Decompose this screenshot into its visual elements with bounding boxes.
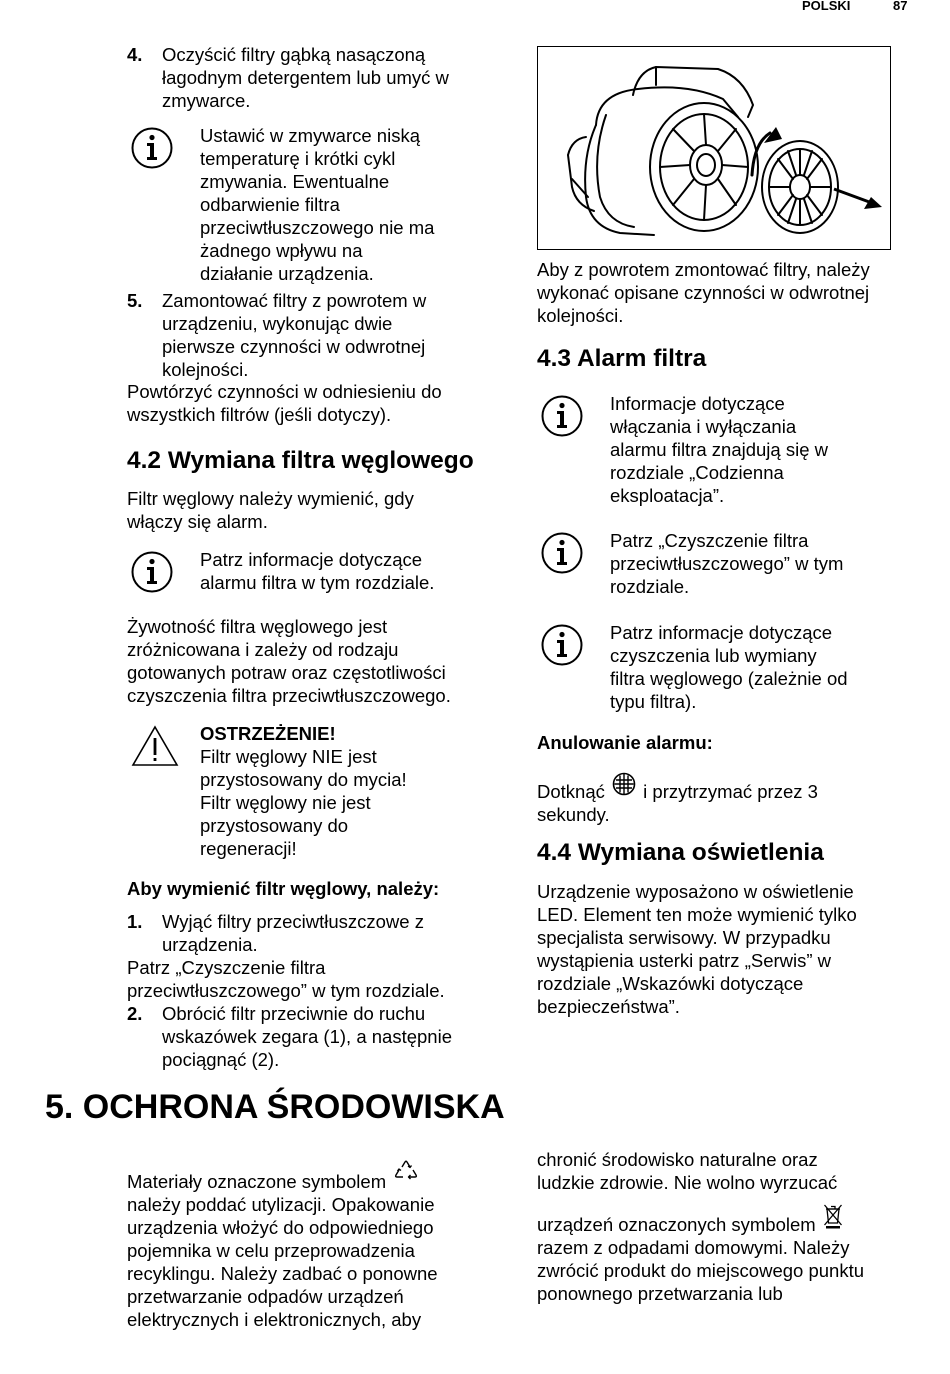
replace-step-1: Wyjąć filtry przeciwtłuszczowe z urządzenia. (162, 911, 424, 955)
repeat-note: Powtórzyć czynności w odniesieniu do wszystkich filtrów (jeśli dotyczy). (127, 381, 442, 425)
info-icon (130, 126, 174, 170)
info-note-alarm: Patrz informacje dotyczące alarmu filtra w tym rozdziale. (200, 549, 435, 593)
info-icon (130, 550, 174, 594)
replace-step-2: Obrócić filtr przeciwnie do ruchu wskazówek zegara (1), a następnie pociągnąć (2). (162, 1003, 452, 1070)
step-number: 5. (127, 290, 143, 311)
step-number: 4. (127, 44, 143, 65)
warning-text: Filtr węglowy NIE jest przystosowany do mycia! Filtr węglowy nie jest przystosowany do regeneracji! (200, 746, 407, 859)
filter-grid-icon (612, 772, 636, 796)
step-number: 1. (127, 911, 143, 932)
info-note-alarm-settings: Informacje dotyczące włączania i wyłączania alarmu filtra znajdują się w rozdziale „Codzienna eksploatacja”. (610, 393, 828, 506)
reassembly-note: Aby z powrotem zmontować filtry, należy wykonać opisane czynności w odwrotnej kolejności. (537, 259, 870, 326)
cancel-alarm-heading: Anulowanie alarmu: (537, 732, 713, 753)
env-text-left: Materiały oznaczone symbolem należy poddać utylizacji. Opakowanie urządzenia włożyć do odpowiedniego pojemnika w celu przeprowadzenia recyklingu. Należy zadbać o ponowne przetwarzanie odpadów urządzeń elektrycznych i elektronicznych, aby (127, 1158, 438, 1331)
intro-4-2: Filtr węglowy należy wymienić, gdy włączy się alarm. (127, 488, 414, 532)
heading-section-5: 5. OCHRONA ŚRODOWISKA (45, 1088, 505, 1126)
warning-icon (130, 724, 180, 768)
info-note-carbon-filter: Patrz informacje dotyczące czyszczenia lub wymiany filtra węglowego (zależnie od typu filtra). (610, 622, 848, 712)
page-number: 87 (893, 0, 908, 13)
step-5-text: Zamontować filtry z powrotem w urządzeniu, wykonując dwie pierwsze czynności w odwrotnej kolejności. (162, 290, 427, 380)
info-icon (540, 531, 584, 575)
heading-4-2: 4.2 Wymiana filtra węglowego (127, 447, 474, 474)
heading-4-3: 4.3 Alarm filtra (537, 345, 707, 372)
info-icon (540, 394, 584, 438)
info-note-grease-filter: Patrz „Czyszczenie filtra przeciwtłuszczowego” w tym rozdziale. (610, 530, 844, 597)
hood-filter-illustration (538, 47, 890, 249)
warning-title: OSTRZEŻENIE! (200, 723, 336, 744)
cancel-alarm-instruction: Dotknąć i przytrzymać przez 3 sekundy. (537, 772, 818, 826)
filter-life-text: Żywotność filtra węglowego jest zróżnicowana i zależy od rodzaju gotowanych potraw oraz częstotliwości czyszczenia filtra przeciwtłuszczowego. (127, 616, 451, 706)
recycle-icon (393, 1158, 419, 1184)
header-section-label: POLSKI (802, 0, 851, 13)
filter-figure (537, 46, 891, 250)
replace-step-1-note: Patrz „Czyszczenie filtra przeciwtłuszczowego” w tym rozdziale. (127, 957, 445, 1001)
info-icon (540, 623, 584, 667)
heading-4-4: 4.4 Wymiana oświetlenia (537, 839, 824, 866)
crossed-bin-icon (823, 1203, 843, 1229)
env-text-right: chronić środowisko naturalne oraz ludzkie zdrowie. Nie wolno wyrzucać urządzeń oznaczonych symbolem razem z odpadami domowymi. Należy zwrócić produkt do miejscowego punktu ponownego przetwarzania lub (537, 1149, 864, 1304)
info-note-dishwasher: Ustawić w zmywarce niską temperaturę i krótki cykl zmywania. Ewentualne odbarwienie filtra przeciwtłuszczowego nie ma żadnego wpływu na działanie urządzenia. (200, 125, 435, 284)
lighting-text: Urządzenie wyposażono w oświetlenie LED. Element ten może wymienić tylko specjalista serwisowy. W przypadku wystąpienia usterki patrz „Serwis” w rozdziale „Wskazówki dotyczące bezpieczeństwa”. (537, 881, 857, 1017)
replace-procedure-heading: Aby wymienić filtr węglowy, należy: (127, 878, 440, 899)
step-number: 2. (127, 1003, 143, 1024)
step-4-text: Oczyścić filtry gąbką nasączoną łagodnym detergentem lub umyć w zmywarce. (162, 44, 449, 111)
